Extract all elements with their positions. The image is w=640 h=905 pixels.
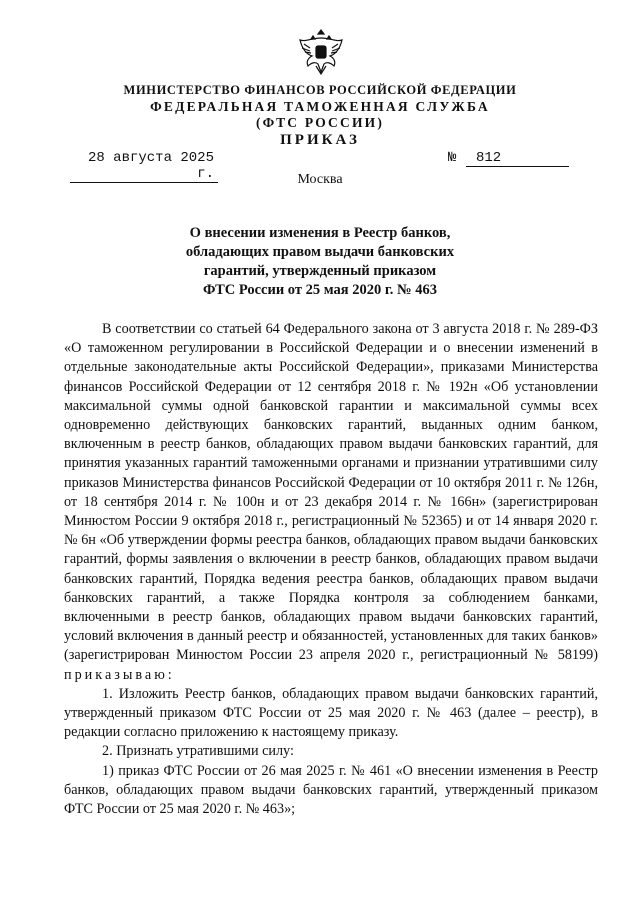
document-body xyxy=(64,320,598,819)
title-line: обладающих правом выдачи банковских xyxy=(185,244,455,260)
service-name xyxy=(0,99,640,131)
document-date: 28 августа 2025 г. xyxy=(70,150,218,183)
item-1: 1. Изложить Реестр банков, обладающих правом выдачи банковских гарантий, утвержденный приказом ФТС России от 25 мая 2020 г. № 463 (далее – реестр), в редакции согласно приложению к настоящему приказу. xyxy=(64,685,598,741)
title-line: ФТС России от 25 мая 2020 г. № 463 xyxy=(202,282,437,298)
order-word: приказываю: xyxy=(64,666,175,683)
service-name-line1: ФЕДЕРАЛЬНАЯ ТАМОЖЕННАЯ СЛУЖБА xyxy=(150,99,490,114)
document-type: ПРИКАЗ xyxy=(280,132,360,148)
ministry-name: МИНИСТЕРСТВО ФИНАНСОВ РОССИЙСКОЙ ФЕДЕРАЦИИ xyxy=(123,83,517,97)
item-2: 2. Признать утратившими силу: xyxy=(102,743,294,760)
preamble-text: В соответствии со статьей 64 Федерального закона от 3 августа 2018 г. № 289-ФЗ «О таможенном регулировании в Российской Федерации и о внесении изменений в отдельные законодательные акты Российской Федерации», приказами Министерства финансов Российской Федерации от 12 сентября 2018 г. № 192н «Об установлении максимальной суммы одной банковской гарантии и максимальной суммы всех одновременно действующих банковских гарантий, выданных одним банком, включенным в реестр банков, обладающих правом выдачи банковских гарантий, для принятия указанных гарантий таможенными органами и признании утратившими силу приказов Министерства финансов Российской Федерации от 10 октября 2011 г. № 126н, от 18 сентября 2014 г. № 100н и от 23 декабря 2014 г. № 166н» (зарегистрирован Минюстом России 9 октября 2018 г., регистрационный № 52365) и от 14 января 2020 г. № 6н «Об утверждении формы реестра банков, обладающих правом выдачи банковских гарантий, формы заявления о включении в реестр банков, обладающих правом выдачи банковских гарантий, Порядка ведения реестра банков, обладающих правом выдачи банковских гарантий, а также Порядка контроля за соблюдением банками, включенными в реестр банков, обладающих правом выдачи банковских гарантий, условий включения в данный реестр и обязанностей, установленных для таких банков» (зарегистрирован Минюстом России 23 апреля 2020 г., регистрационный № 58199) xyxy=(64,321,598,664)
document-number: 812 xyxy=(466,150,569,167)
preamble-paragraph xyxy=(64,320,598,685)
document-title xyxy=(0,224,640,300)
service-name-line2: (ФТС РОССИИ) xyxy=(255,115,385,130)
number-label: № xyxy=(448,150,457,166)
title-line: О внесении изменения в Реестр банков, xyxy=(189,225,451,241)
coat-of-arms-icon xyxy=(296,26,346,78)
title-line: гарантий, утвержденный приказом xyxy=(203,263,437,279)
city: Москва xyxy=(297,172,343,187)
item-2-subitem-1: 1) приказ ФТС России от 26 мая 2025 г. № 461 «О внесении изменения в Реестр банков, обладающих правом выдачи банковских гарантий, утвержденный приказом ФТС России от 25 мая 2020 г. № 463»; xyxy=(64,762,598,818)
